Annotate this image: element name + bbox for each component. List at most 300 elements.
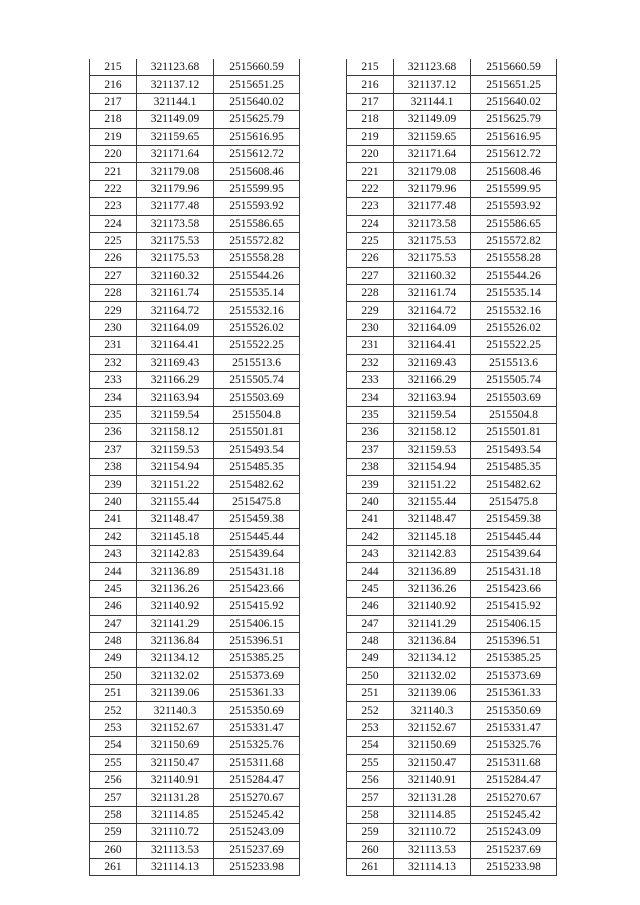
x-coordinate-cell: 321175.53 xyxy=(137,250,214,267)
y-coordinate-cell: 2515493.54 xyxy=(214,441,300,458)
y-coordinate-cell: 2515482.62 xyxy=(214,476,300,493)
point-number-cell: 258 xyxy=(347,806,394,823)
table-row xyxy=(347,841,557,858)
x-coordinate-cell: 321164.09 xyxy=(137,319,214,336)
table-row xyxy=(347,285,557,302)
y-coordinate-cell: 2515431.18 xyxy=(214,563,300,580)
point-number-cell: 227 xyxy=(347,267,394,284)
y-coordinate-cell: 2515640.02 xyxy=(214,93,300,110)
point-number-cell: 253 xyxy=(90,719,137,736)
y-coordinate-cell: 2515243.09 xyxy=(214,824,300,841)
x-coordinate-cell: 321179.96 xyxy=(394,180,471,197)
point-number-cell: 222 xyxy=(90,180,137,197)
y-coordinate-cell: 2515651.25 xyxy=(471,76,557,93)
y-coordinate-cell: 2515245.42 xyxy=(471,806,557,823)
point-number-cell: 237 xyxy=(347,441,394,458)
table-row xyxy=(347,111,557,128)
y-coordinate-cell: 2515651.25 xyxy=(214,76,300,93)
x-coordinate-cell: 321164.09 xyxy=(394,319,471,336)
point-number-cell: 225 xyxy=(347,232,394,249)
y-coordinate-cell: 2515616.95 xyxy=(214,128,300,145)
y-coordinate-cell: 2515572.82 xyxy=(214,232,300,249)
x-coordinate-cell: 321179.96 xyxy=(137,180,214,197)
y-coordinate-cell: 2515640.02 xyxy=(471,93,557,110)
x-coordinate-cell: 321175.53 xyxy=(137,232,214,249)
y-coordinate-cell: 2515593.92 xyxy=(471,198,557,215)
table-row xyxy=(347,632,557,649)
y-coordinate-cell: 2515237.69 xyxy=(214,841,300,858)
point-number-cell: 257 xyxy=(90,789,137,806)
point-number-cell: 219 xyxy=(347,128,394,145)
y-coordinate-cell: 2515493.54 xyxy=(471,441,557,458)
x-coordinate-cell: 321175.53 xyxy=(394,250,471,267)
table-row xyxy=(90,667,300,684)
table-row xyxy=(90,441,300,458)
y-coordinate-cell: 2515660.59 xyxy=(471,59,557,76)
y-coordinate-cell: 2515586.65 xyxy=(214,215,300,232)
point-number-cell: 249 xyxy=(347,650,394,667)
point-number-cell: 258 xyxy=(90,806,137,823)
x-coordinate-cell: 321114.13 xyxy=(394,858,471,875)
y-coordinate-cell: 2515535.14 xyxy=(471,285,557,302)
table-row xyxy=(347,389,557,406)
x-coordinate-cell: 321150.47 xyxy=(137,754,214,771)
point-number-cell: 260 xyxy=(347,841,394,858)
point-number-cell: 221 xyxy=(347,163,394,180)
y-coordinate-cell: 2515504.8 xyxy=(214,406,300,423)
x-coordinate-cell: 321142.83 xyxy=(137,545,214,562)
point-number-cell: 218 xyxy=(347,111,394,128)
point-number-cell: 223 xyxy=(90,198,137,215)
x-coordinate-cell: 321141.29 xyxy=(137,615,214,632)
point-number-cell: 252 xyxy=(90,702,137,719)
x-coordinate-cell: 321149.09 xyxy=(137,111,214,128)
x-coordinate-cell: 321142.83 xyxy=(394,545,471,562)
table-row xyxy=(347,598,557,615)
x-coordinate-cell: 321161.74 xyxy=(137,285,214,302)
table-row xyxy=(90,354,300,371)
table-row xyxy=(347,372,557,389)
x-coordinate-cell: 321150.69 xyxy=(394,737,471,754)
x-coordinate-cell: 321155.44 xyxy=(137,493,214,510)
point-number-cell: 228 xyxy=(347,285,394,302)
y-coordinate-cell: 2515385.25 xyxy=(471,650,557,667)
point-number-cell: 230 xyxy=(90,319,137,336)
table-row xyxy=(347,354,557,371)
x-coordinate-cell: 321141.29 xyxy=(394,615,471,632)
table-row xyxy=(347,337,557,354)
table-row xyxy=(90,215,300,232)
point-number-cell: 254 xyxy=(90,737,137,754)
table-row xyxy=(347,667,557,684)
table-row xyxy=(90,511,300,528)
y-coordinate-cell: 2515504.8 xyxy=(471,406,557,423)
table-row xyxy=(347,615,557,632)
point-number-cell: 250 xyxy=(347,667,394,684)
x-coordinate-cell: 321159.53 xyxy=(137,441,214,458)
point-number-cell: 215 xyxy=(90,59,137,76)
y-coordinate-cell: 2515612.72 xyxy=(471,145,557,162)
point-number-cell: 226 xyxy=(347,250,394,267)
point-number-cell: 228 xyxy=(90,285,137,302)
point-number-cell: 253 xyxy=(347,719,394,736)
y-coordinate-cell: 2515513.6 xyxy=(214,354,300,371)
point-number-cell: 216 xyxy=(347,76,394,93)
point-number-cell: 261 xyxy=(347,858,394,875)
table-row xyxy=(90,163,300,180)
y-coordinate-cell: 2515599.95 xyxy=(214,180,300,197)
table-row xyxy=(90,319,300,336)
y-coordinate-cell: 2515331.47 xyxy=(471,719,557,736)
table-row xyxy=(347,267,557,284)
table-row xyxy=(90,754,300,771)
x-coordinate-cell: 321140.3 xyxy=(394,702,471,719)
x-coordinate-cell: 321113.53 xyxy=(137,841,214,858)
table-row xyxy=(90,806,300,823)
table-row xyxy=(90,476,300,493)
x-coordinate-cell: 321169.43 xyxy=(137,354,214,371)
y-coordinate-cell: 2515625.79 xyxy=(471,111,557,128)
table-row xyxy=(347,145,557,162)
y-coordinate-cell: 2515485.35 xyxy=(471,458,557,475)
point-number-cell: 245 xyxy=(347,580,394,597)
x-coordinate-cell: 321171.64 xyxy=(137,145,214,162)
point-number-cell: 239 xyxy=(90,476,137,493)
y-coordinate-cell: 2515503.69 xyxy=(214,389,300,406)
table-row xyxy=(347,824,557,841)
x-coordinate-cell: 321159.65 xyxy=(394,128,471,145)
point-number-cell: 240 xyxy=(90,493,137,510)
x-coordinate-cell: 321163.94 xyxy=(394,389,471,406)
table-row xyxy=(347,772,557,789)
x-coordinate-cell: 321144.1 xyxy=(394,93,471,110)
point-number-cell: 256 xyxy=(347,772,394,789)
x-coordinate-cell: 321131.28 xyxy=(137,789,214,806)
x-coordinate-cell: 321145.18 xyxy=(394,528,471,545)
table-row xyxy=(90,737,300,754)
y-coordinate-cell: 2515572.82 xyxy=(471,232,557,249)
y-coordinate-cell: 2515325.76 xyxy=(471,737,557,754)
y-coordinate-cell: 2515439.64 xyxy=(471,545,557,562)
table-row xyxy=(347,441,557,458)
x-coordinate-cell: 321159.54 xyxy=(394,406,471,423)
table-row xyxy=(90,180,300,197)
x-coordinate-cell: 321155.44 xyxy=(394,493,471,510)
point-number-cell: 255 xyxy=(347,754,394,771)
y-coordinate-cell: 2515482.62 xyxy=(471,476,557,493)
point-number-cell: 243 xyxy=(347,545,394,562)
x-coordinate-cell: 321164.41 xyxy=(394,337,471,354)
table-row xyxy=(347,215,557,232)
point-number-cell: 216 xyxy=(90,76,137,93)
y-coordinate-cell: 2515311.68 xyxy=(214,754,300,771)
table-row xyxy=(347,685,557,702)
x-coordinate-cell: 321114.13 xyxy=(137,858,214,875)
table-row xyxy=(90,493,300,510)
x-coordinate-cell: 321132.02 xyxy=(394,667,471,684)
point-number-cell: 229 xyxy=(90,302,137,319)
table-row xyxy=(347,754,557,771)
point-number-cell: 245 xyxy=(90,580,137,597)
x-coordinate-cell: 321140.91 xyxy=(137,772,214,789)
y-coordinate-cell: 2515616.95 xyxy=(471,128,557,145)
point-number-cell: 219 xyxy=(90,128,137,145)
y-coordinate-cell: 2515415.92 xyxy=(471,598,557,615)
table-row xyxy=(347,458,557,475)
y-coordinate-cell: 2515331.47 xyxy=(214,719,300,736)
x-coordinate-cell: 321152.67 xyxy=(137,719,214,736)
y-coordinate-cell: 2515415.92 xyxy=(214,598,300,615)
y-coordinate-cell: 2515396.51 xyxy=(471,632,557,649)
x-coordinate-cell: 321134.12 xyxy=(394,650,471,667)
table-row xyxy=(347,789,557,806)
y-coordinate-cell: 2515544.26 xyxy=(471,267,557,284)
table-row xyxy=(347,232,557,249)
table-row xyxy=(347,76,557,93)
table-row xyxy=(347,406,557,423)
point-number-cell: 256 xyxy=(90,772,137,789)
table-row xyxy=(90,76,300,93)
table-row xyxy=(90,93,300,110)
point-number-cell: 221 xyxy=(90,163,137,180)
y-coordinate-cell: 2515270.67 xyxy=(471,789,557,806)
table-row xyxy=(347,424,557,441)
y-coordinate-cell: 2515501.81 xyxy=(471,424,557,441)
point-number-cell: 218 xyxy=(90,111,137,128)
y-coordinate-cell: 2515532.16 xyxy=(214,302,300,319)
table-row xyxy=(90,128,300,145)
x-coordinate-cell: 321150.69 xyxy=(137,737,214,754)
x-coordinate-cell: 321136.89 xyxy=(137,563,214,580)
table-row xyxy=(347,650,557,667)
x-coordinate-cell: 321164.72 xyxy=(394,302,471,319)
table-row xyxy=(347,580,557,597)
table-row xyxy=(347,806,557,823)
point-number-cell: 217 xyxy=(90,93,137,110)
y-coordinate-cell: 2515526.02 xyxy=(471,319,557,336)
point-number-cell: 238 xyxy=(90,458,137,475)
table-row xyxy=(90,824,300,841)
table-row xyxy=(347,319,557,336)
point-number-cell: 244 xyxy=(347,563,394,580)
y-coordinate-cell: 2515513.6 xyxy=(471,354,557,371)
table-row xyxy=(347,737,557,754)
point-number-cell: 233 xyxy=(347,372,394,389)
table-row xyxy=(90,337,300,354)
point-number-cell: 232 xyxy=(90,354,137,371)
x-coordinate-cell: 321173.58 xyxy=(137,215,214,232)
point-number-cell: 248 xyxy=(90,632,137,649)
table-row xyxy=(347,128,557,145)
y-coordinate-cell: 2515660.59 xyxy=(214,59,300,76)
point-number-cell: 242 xyxy=(90,528,137,545)
table-row xyxy=(90,111,300,128)
point-number-cell: 254 xyxy=(347,737,394,754)
table-row xyxy=(90,528,300,545)
x-coordinate-cell: 321148.47 xyxy=(394,511,471,528)
x-coordinate-cell: 321159.54 xyxy=(137,406,214,423)
y-coordinate-cell: 2515445.44 xyxy=(214,528,300,545)
y-coordinate-cell: 2515350.69 xyxy=(471,702,557,719)
x-coordinate-cell: 321139.06 xyxy=(394,685,471,702)
y-coordinate-cell: 2515586.65 xyxy=(471,215,557,232)
table-row xyxy=(347,493,557,510)
point-number-cell: 259 xyxy=(347,824,394,841)
x-coordinate-cell: 321159.65 xyxy=(137,128,214,145)
x-coordinate-cell: 321145.18 xyxy=(137,528,214,545)
table-row xyxy=(90,406,300,423)
table-row xyxy=(90,424,300,441)
table-row xyxy=(90,232,300,249)
x-coordinate-cell: 321175.53 xyxy=(394,232,471,249)
x-coordinate-cell: 321151.22 xyxy=(137,476,214,493)
point-number-cell: 231 xyxy=(90,337,137,354)
point-number-cell: 259 xyxy=(90,824,137,841)
point-number-cell: 240 xyxy=(347,493,394,510)
table-row xyxy=(90,772,300,789)
table-row xyxy=(90,302,300,319)
table-row xyxy=(347,511,557,528)
y-coordinate-cell: 2515439.64 xyxy=(214,545,300,562)
x-coordinate-cell: 321136.26 xyxy=(394,580,471,597)
point-number-cell: 236 xyxy=(90,424,137,441)
table-row xyxy=(347,858,557,875)
y-coordinate-cell: 2515237.69 xyxy=(471,841,557,858)
table-row xyxy=(347,719,557,736)
y-coordinate-cell: 2515284.47 xyxy=(471,772,557,789)
y-coordinate-cell: 2515505.74 xyxy=(471,372,557,389)
y-coordinate-cell: 2515503.69 xyxy=(471,389,557,406)
y-coordinate-cell: 2515233.98 xyxy=(471,858,557,875)
table-row xyxy=(90,198,300,215)
x-coordinate-cell: 321123.68 xyxy=(394,59,471,76)
x-coordinate-cell: 321150.47 xyxy=(394,754,471,771)
y-coordinate-cell: 2515325.76 xyxy=(214,737,300,754)
y-coordinate-cell: 2515501.81 xyxy=(214,424,300,441)
point-number-cell: 227 xyxy=(90,267,137,284)
y-coordinate-cell: 2515599.95 xyxy=(471,180,557,197)
x-coordinate-cell: 321140.92 xyxy=(394,598,471,615)
x-coordinate-cell: 321154.94 xyxy=(394,458,471,475)
y-coordinate-cell: 2515544.26 xyxy=(214,267,300,284)
y-coordinate-cell: 2515361.33 xyxy=(471,685,557,702)
y-coordinate-cell: 2515625.79 xyxy=(214,111,300,128)
point-number-cell: 235 xyxy=(90,406,137,423)
table-row xyxy=(90,702,300,719)
table-row xyxy=(347,250,557,267)
x-coordinate-cell: 321166.29 xyxy=(394,372,471,389)
x-coordinate-cell: 321177.48 xyxy=(394,198,471,215)
table-row xyxy=(90,632,300,649)
point-number-cell: 257 xyxy=(347,789,394,806)
x-coordinate-cell: 321136.26 xyxy=(137,580,214,597)
x-coordinate-cell: 321131.28 xyxy=(394,789,471,806)
point-number-cell: 244 xyxy=(90,563,137,580)
coordinate-table-body xyxy=(90,59,300,876)
y-coordinate-cell: 2515385.25 xyxy=(214,650,300,667)
x-coordinate-cell: 321164.41 xyxy=(137,337,214,354)
x-coordinate-cell: 321140.91 xyxy=(394,772,471,789)
x-coordinate-cell: 321171.64 xyxy=(394,145,471,162)
y-coordinate-cell: 2515373.69 xyxy=(214,667,300,684)
table-row xyxy=(90,389,300,406)
coordinate-table-left xyxy=(89,59,300,876)
table-row xyxy=(90,841,300,858)
y-coordinate-cell: 2515558.28 xyxy=(471,250,557,267)
x-coordinate-cell: 321158.12 xyxy=(137,424,214,441)
point-number-cell: 234 xyxy=(90,389,137,406)
y-coordinate-cell: 2515284.47 xyxy=(214,772,300,789)
y-coordinate-cell: 2515311.68 xyxy=(471,754,557,771)
y-coordinate-cell: 2515608.46 xyxy=(471,163,557,180)
y-coordinate-cell: 2515373.69 xyxy=(471,667,557,684)
point-number-cell: 238 xyxy=(347,458,394,475)
x-coordinate-cell: 321149.09 xyxy=(394,111,471,128)
x-coordinate-cell: 321140.92 xyxy=(137,598,214,615)
table-row xyxy=(90,250,300,267)
x-coordinate-cell: 321137.12 xyxy=(137,76,214,93)
x-coordinate-cell: 321123.68 xyxy=(137,59,214,76)
table-row xyxy=(90,858,300,875)
point-number-cell: 251 xyxy=(90,685,137,702)
x-coordinate-cell: 321132.02 xyxy=(137,667,214,684)
point-number-cell: 236 xyxy=(347,424,394,441)
y-coordinate-cell: 2515233.98 xyxy=(214,858,300,875)
point-number-cell: 241 xyxy=(347,511,394,528)
point-number-cell: 242 xyxy=(347,528,394,545)
y-coordinate-cell: 2515431.18 xyxy=(471,563,557,580)
point-number-cell: 260 xyxy=(90,841,137,858)
table-row xyxy=(90,545,300,562)
point-number-cell: 235 xyxy=(347,406,394,423)
point-number-cell: 217 xyxy=(347,93,394,110)
table-row xyxy=(347,545,557,562)
y-coordinate-cell: 2515406.15 xyxy=(214,615,300,632)
point-number-cell: 247 xyxy=(90,615,137,632)
point-number-cell: 251 xyxy=(347,685,394,702)
x-coordinate-cell: 321159.53 xyxy=(394,441,471,458)
y-coordinate-cell: 2515423.66 xyxy=(214,580,300,597)
x-coordinate-cell: 321148.47 xyxy=(137,511,214,528)
x-coordinate-cell: 321173.58 xyxy=(394,215,471,232)
point-number-cell: 233 xyxy=(90,372,137,389)
point-number-cell: 224 xyxy=(347,215,394,232)
y-coordinate-cell: 2515459.38 xyxy=(214,511,300,528)
point-number-cell: 231 xyxy=(347,337,394,354)
x-coordinate-cell: 321137.12 xyxy=(394,76,471,93)
table-row xyxy=(90,563,300,580)
point-number-cell: 249 xyxy=(90,650,137,667)
x-coordinate-cell: 321144.1 xyxy=(137,93,214,110)
table-row xyxy=(90,650,300,667)
x-coordinate-cell: 321110.72 xyxy=(394,824,471,841)
point-number-cell: 255 xyxy=(90,754,137,771)
y-coordinate-cell: 2515535.14 xyxy=(214,285,300,302)
x-coordinate-cell: 321134.12 xyxy=(137,650,214,667)
table-row xyxy=(90,615,300,632)
point-number-cell: 252 xyxy=(347,702,394,719)
table-row xyxy=(90,59,300,76)
point-number-cell: 248 xyxy=(347,632,394,649)
point-number-cell: 247 xyxy=(347,615,394,632)
x-coordinate-cell: 321139.06 xyxy=(137,685,214,702)
x-coordinate-cell: 321151.22 xyxy=(394,476,471,493)
point-number-cell: 237 xyxy=(90,441,137,458)
table-row xyxy=(347,163,557,180)
table-row xyxy=(347,476,557,493)
x-coordinate-cell: 321113.53 xyxy=(394,841,471,858)
point-number-cell: 229 xyxy=(347,302,394,319)
